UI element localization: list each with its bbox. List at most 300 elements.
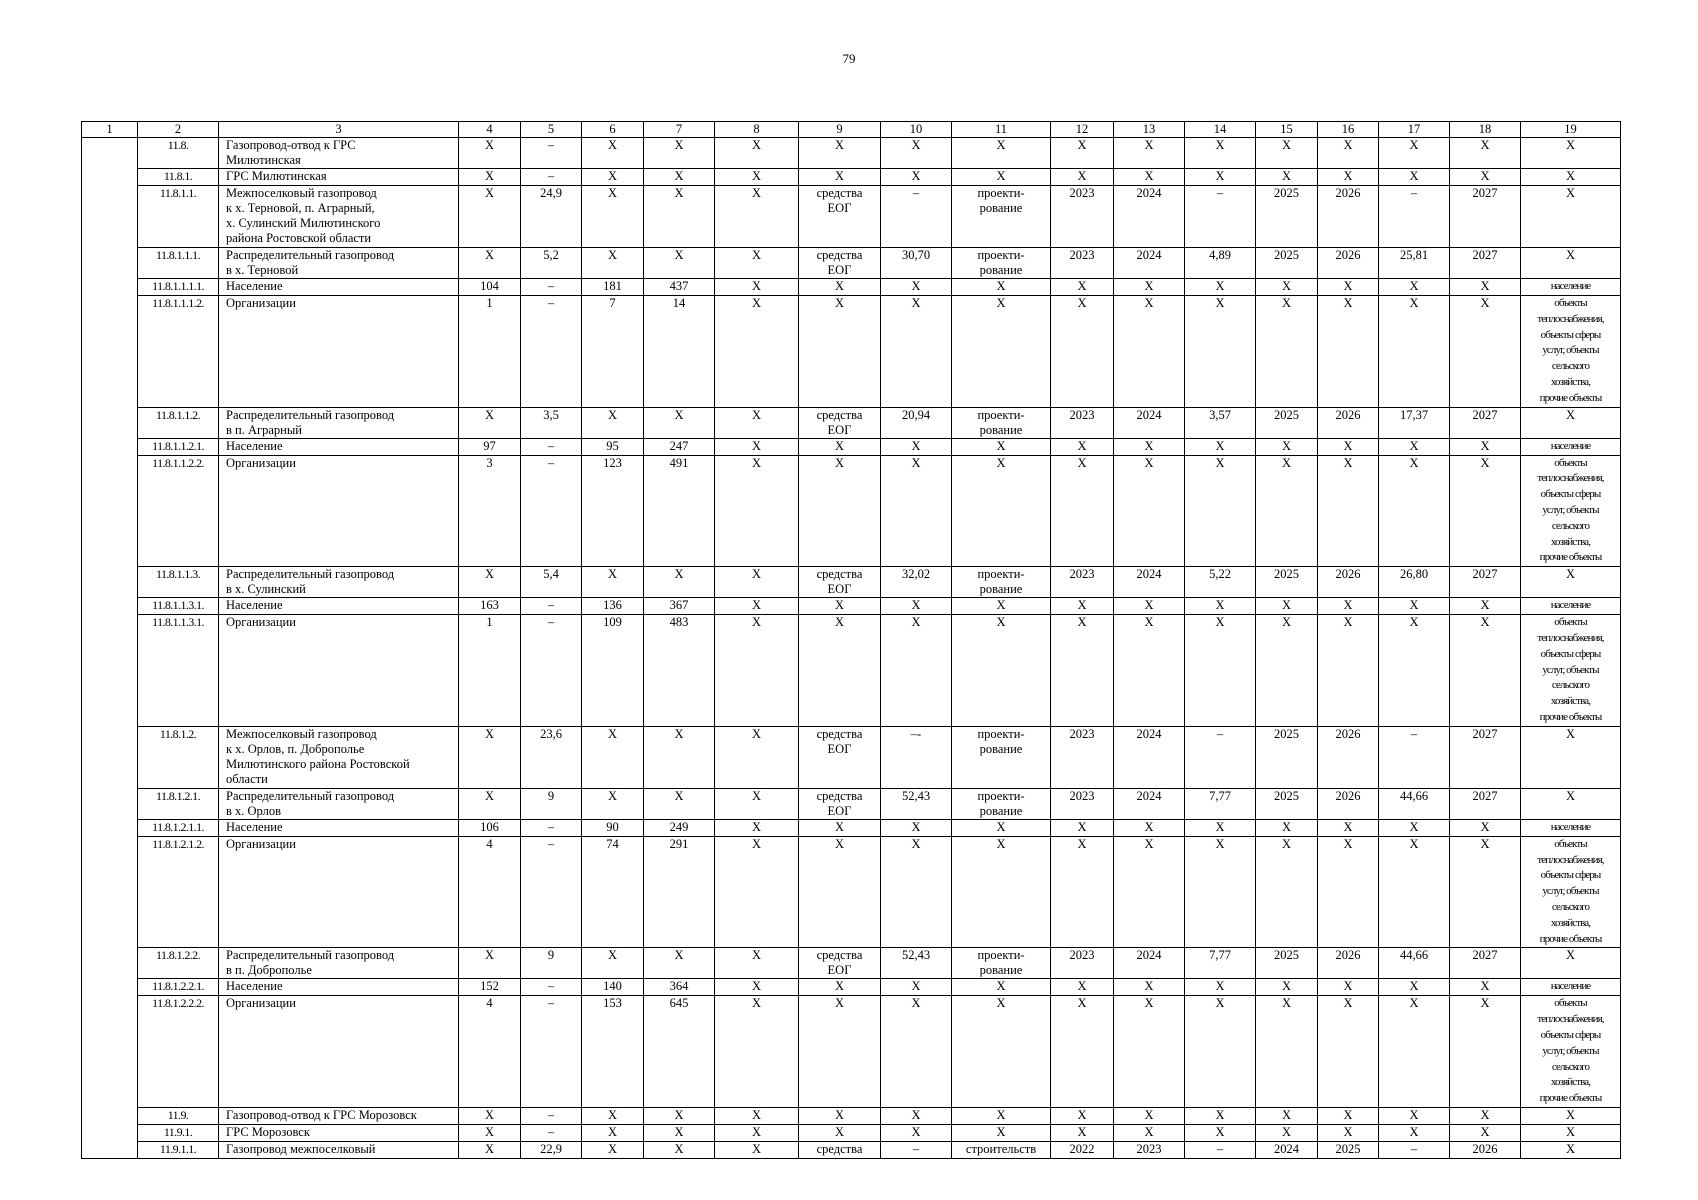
cell-col-18	[1450, 138, 1521, 169]
cell-col-6	[582, 726, 644, 788]
cell-col-15	[1256, 138, 1318, 169]
cell-text: X	[996, 438, 1006, 453]
cell-text: X	[484, 138, 495, 152]
cell-text: X	[1480, 1107, 1490, 1122]
cell-col-8	[715, 819, 799, 836]
cell-col-7	[644, 296, 715, 408]
cell-text: 2023	[1069, 407, 1095, 422]
row-name-cell	[219, 567, 459, 598]
column-number-11: 11	[952, 122, 1051, 138]
cell-col-11	[952, 438, 1051, 455]
cell-text: X	[484, 948, 495, 963]
cell-text: X	[751, 279, 762, 293]
column-number-8: 8	[715, 122, 799, 138]
cell-text: –	[547, 438, 555, 453]
cell-text: 11.8.1.1.1.2.	[152, 296, 204, 310]
cell-text: 11.8.1.1.2.2.	[152, 455, 204, 470]
cell-col-18	[1450, 996, 1521, 1108]
cell-text: 2027	[1472, 567, 1498, 582]
cell-col-15	[1256, 1107, 1318, 1124]
cell-text: X	[1144, 438, 1154, 453]
cell-col-11	[952, 948, 1051, 979]
cell-text: X	[751, 186, 762, 200]
row-name-cell	[219, 788, 459, 819]
cell-text: X	[834, 296, 845, 310]
cell-col-13	[1114, 248, 1185, 279]
cell-text: X	[1144, 615, 1154, 630]
cell-col-13	[1114, 279, 1185, 296]
cell-text: X	[1480, 296, 1490, 310]
cell-text: 2025	[1274, 948, 1299, 963]
cell-text: Население	[226, 979, 283, 994]
cell-text: объекты теплоснабжения, объекты сферы услуг, объекты сельского хозяйства, прочие объекты	[1537, 297, 1604, 404]
cell-col-11	[952, 1107, 1051, 1124]
cell-col-18	[1450, 948, 1521, 979]
cell-col-6	[582, 598, 644, 615]
cell-col-17	[1379, 979, 1450, 996]
cell-text: X	[911, 455, 921, 470]
cell-col-12	[1051, 615, 1114, 727]
cell-text: X	[751, 455, 762, 470]
cell-text: –	[1216, 726, 1224, 741]
row-number-cell	[138, 615, 219, 727]
table-row	[82, 138, 1621, 169]
cell-text: 11.8.1.1.3.	[156, 567, 200, 582]
cell-text: 153	[603, 996, 622, 1011]
cell-col-9	[799, 407, 881, 438]
row-number-cell	[138, 1124, 219, 1141]
cell-text: X	[674, 248, 684, 262]
cell-col-19	[1521, 296, 1621, 408]
cell-col-16	[1318, 1124, 1379, 1141]
cell-col-6	[582, 169, 644, 186]
cell-col-4	[459, 1141, 521, 1158]
cell-col-10	[881, 438, 952, 455]
cell-col-9	[799, 979, 881, 996]
table-row	[82, 186, 1621, 248]
cell-col-10	[881, 948, 952, 979]
cell-text: X	[1077, 819, 1087, 834]
cell-col-15	[1256, 615, 1318, 727]
cell-text: X	[1281, 296, 1292, 310]
cell-text: –	[547, 455, 555, 470]
cell-text: 52,43	[901, 788, 931, 803]
table-body	[82, 122, 1621, 1159]
column-number-6: 6	[582, 122, 644, 138]
cell-text: X	[1077, 836, 1087, 851]
cell-text: X	[1077, 296, 1087, 310]
cell-col-4	[459, 979, 521, 996]
cell-text: 11.8.1.2.1.2.	[152, 836, 204, 851]
cell-col-5	[521, 996, 582, 1108]
cell-text: 109	[603, 615, 622, 630]
cell-col-13	[1114, 979, 1185, 996]
cell-col-14	[1185, 1124, 1256, 1141]
cell-text: X	[996, 296, 1006, 310]
cell-col-9	[799, 455, 881, 567]
cell-text: 2026	[1335, 567, 1361, 582]
cell-col-12	[1051, 186, 1114, 248]
row-name-cell	[219, 615, 459, 727]
cell-col-10	[881, 138, 952, 169]
cell-col-18	[1450, 788, 1521, 819]
cell-col-11	[952, 615, 1051, 727]
cell-text: 11.8.1.1.3.1.	[152, 615, 204, 630]
cell-col-15	[1256, 1124, 1318, 1141]
cell-col-17	[1379, 279, 1450, 296]
cell-text: X	[1565, 248, 1576, 262]
cell-text: 106	[480, 819, 499, 834]
cell-text: 52,43	[901, 948, 931, 963]
cell-col-19	[1521, 455, 1621, 567]
cell-text: 9	[547, 788, 555, 803]
cell-text: X	[484, 186, 495, 200]
cell-text: Население	[226, 598, 283, 613]
cell-col-17	[1379, 186, 1450, 248]
cell-text: X	[834, 979, 845, 994]
cell-col-18	[1450, 1107, 1521, 1124]
cell-col-8	[715, 169, 799, 186]
cell-text: X	[674, 726, 684, 741]
cell-text: X	[484, 1107, 495, 1122]
cell-text: 2023	[1069, 726, 1095, 741]
cell-col-19	[1521, 1141, 1621, 1158]
cell-col-4	[459, 948, 521, 979]
cell-text: X	[751, 819, 762, 834]
cell-text: X	[1409, 455, 1419, 470]
cell-col-4	[459, 248, 521, 279]
cell-col-10	[881, 455, 952, 567]
cell-text: X	[1144, 979, 1154, 994]
column-number-10: 10	[881, 122, 952, 138]
cell-text: 44,66	[1399, 788, 1429, 803]
cell-col-19	[1521, 598, 1621, 615]
cell-col-17	[1379, 615, 1450, 727]
cell-text: X	[1077, 138, 1087, 152]
cell-text: X	[674, 1124, 684, 1139]
cell-text: 2025	[1335, 1141, 1361, 1156]
cell-text: X	[607, 407, 618, 422]
cell-col-18	[1450, 1141, 1521, 1158]
cell-col-4	[459, 819, 521, 836]
cell-text: X	[751, 598, 762, 613]
cell-text: –	[547, 836, 555, 851]
cell-col-4	[459, 455, 521, 567]
cell-col-7	[644, 138, 715, 169]
row-number-cell	[138, 1141, 219, 1158]
cell-text: X	[484, 407, 495, 422]
row-number-cell	[138, 279, 219, 296]
cell-text: 5,22	[1209, 567, 1231, 582]
cell-text: 11.9.1.1.	[159, 1141, 197, 1156]
cell-col-9	[799, 996, 881, 1108]
cell-col-18	[1450, 296, 1521, 408]
cell-text: 4,89	[1209, 248, 1231, 262]
cell-col-9	[799, 598, 881, 615]
cell-col-5	[521, 615, 582, 727]
cell-text: X	[1215, 296, 1225, 310]
cell-col-10	[881, 726, 952, 788]
cell-text: X	[1215, 598, 1225, 613]
cell-col-13	[1114, 836, 1185, 948]
cell-text: население	[1550, 599, 1591, 612]
cell-text: Межпоселковый газопровод к х. Орлов, п. Доброполье Милютинского района Ростовской области	[226, 726, 410, 786]
cell-text: X	[1215, 1107, 1225, 1122]
cell-col-5	[521, 138, 582, 169]
cell-text: X	[996, 996, 1006, 1011]
cell-col-16	[1318, 1141, 1379, 1158]
cell-text: X	[1565, 1141, 1576, 1156]
column-number-18: 18	[1450, 122, 1521, 138]
cell-col-13	[1114, 819, 1185, 836]
cell-text: 2026	[1335, 186, 1361, 200]
cell-col-5	[521, 979, 582, 996]
cell-text: 2026	[1335, 788, 1361, 803]
cell-col-11	[952, 996, 1051, 1108]
cell-text: проекти- рование	[977, 788, 1025, 818]
cell-col-13	[1114, 788, 1185, 819]
cell-col-11	[952, 567, 1051, 598]
cell-text: –	[1410, 1141, 1418, 1156]
cell-col-12	[1051, 455, 1114, 567]
cell-col-19	[1521, 138, 1621, 169]
cell-text: средства ЕОГ	[816, 948, 863, 978]
cell-col-12	[1051, 836, 1114, 948]
cell-col-18	[1450, 248, 1521, 279]
cell-col-13	[1114, 1141, 1185, 1158]
cell-col-12	[1051, 948, 1114, 979]
cell-col-7	[644, 455, 715, 567]
cell-text: 11.8.1.1.	[159, 186, 197, 200]
cell-text: X	[911, 836, 921, 851]
cell-col-14	[1185, 169, 1256, 186]
cell-col-13	[1114, 438, 1185, 455]
cell-col-16	[1318, 788, 1379, 819]
cell-col-7	[644, 248, 715, 279]
cell-col-14	[1185, 438, 1256, 455]
cell-col-6	[582, 248, 644, 279]
cell-col-15	[1256, 407, 1318, 438]
cell-text: –	[912, 186, 920, 200]
table-row	[82, 567, 1621, 598]
cell-col-7	[644, 836, 715, 948]
cell-text: X	[1144, 1124, 1154, 1139]
cell-col-18	[1450, 598, 1521, 615]
cell-text: X	[1077, 169, 1087, 183]
cell-text: X	[1281, 438, 1292, 453]
row-number-cell	[138, 169, 219, 186]
cell-col-11	[952, 248, 1051, 279]
cell-col-13	[1114, 186, 1185, 248]
cell-col-5	[521, 186, 582, 248]
cell-col-11	[952, 455, 1051, 567]
cell-text: 2027	[1472, 407, 1498, 422]
cell-col-13	[1114, 1107, 1185, 1124]
cell-text: 2024	[1136, 567, 1162, 582]
cell-text: X	[1565, 788, 1576, 803]
cell-text: X	[1281, 996, 1292, 1011]
table-row	[82, 979, 1621, 996]
cell-col-10	[881, 186, 952, 248]
cell-col-16	[1318, 296, 1379, 408]
cell-text: X	[1343, 169, 1353, 183]
table-row	[82, 996, 1621, 1108]
cell-text: X	[1480, 455, 1490, 470]
cell-text: –	[1410, 186, 1418, 200]
cell-col-13	[1114, 948, 1185, 979]
cell-col-8	[715, 567, 799, 598]
cell-text: X	[1144, 455, 1154, 470]
cell-text: X	[996, 819, 1006, 834]
cell-text: X	[674, 186, 684, 200]
cell-text: Организации	[226, 996, 296, 1011]
cell-col-18	[1450, 836, 1521, 948]
cell-col-5	[521, 598, 582, 615]
table-row	[82, 1141, 1621, 1158]
cell-text: X	[751, 169, 762, 183]
row-number-cell	[138, 836, 219, 948]
cell-col-11	[952, 296, 1051, 408]
cell-col-16	[1318, 438, 1379, 455]
cell-text: X	[751, 788, 762, 803]
cell-text: 367	[669, 598, 689, 613]
cell-col-11	[952, 1124, 1051, 1141]
cell-col-12	[1051, 1141, 1114, 1158]
cell-text: X	[1343, 455, 1353, 470]
cell-text: X	[834, 1124, 845, 1139]
cell-text: X	[484, 726, 495, 741]
cell-text: –	[547, 169, 555, 183]
cell-text: X	[607, 567, 618, 582]
cell-col-18	[1450, 438, 1521, 455]
cell-text: X	[1480, 836, 1490, 851]
column-number-12: 12	[1051, 122, 1114, 138]
cell-col-16	[1318, 407, 1379, 438]
cell-col-5	[521, 407, 582, 438]
cell-text: Организации	[226, 836, 296, 851]
row-name-cell	[219, 169, 459, 186]
cell-col-4	[459, 996, 521, 1108]
cell-col-7	[644, 948, 715, 979]
cell-col-7	[644, 788, 715, 819]
cell-text: X	[607, 169, 618, 183]
cell-text: X	[911, 296, 921, 310]
cell-text: X	[1565, 567, 1576, 582]
cell-col-15	[1256, 996, 1318, 1108]
cell-col-15	[1256, 948, 1318, 979]
cell-text: X	[834, 1107, 845, 1122]
cell-text: –	[547, 979, 555, 994]
cell-text: 2023	[1069, 186, 1095, 200]
cell-text: 291	[669, 836, 689, 851]
cell-text: 44,66	[1399, 948, 1429, 963]
table-row	[82, 296, 1621, 408]
cell-col-10	[881, 567, 952, 598]
cell-col-7	[644, 279, 715, 296]
table-row	[82, 438, 1621, 455]
cell-text: X	[607, 1107, 618, 1122]
column-number-9: 9	[799, 122, 881, 138]
cell-text: население	[1550, 280, 1591, 292]
cell-text: средства ЕОГ	[816, 248, 863, 277]
cell-text: X	[607, 1124, 618, 1139]
cell-col-14	[1185, 996, 1256, 1108]
cell-col-12	[1051, 979, 1114, 996]
cell-text: X	[996, 1107, 1006, 1122]
cell-text: 249	[669, 819, 689, 834]
cell-col-16	[1318, 615, 1379, 727]
cell-text: Распределительный газопровод в п. Аграрный	[226, 407, 395, 437]
row-name-cell	[219, 979, 459, 996]
cell-text: проекти- рование	[977, 948, 1025, 978]
cell-col-19	[1521, 186, 1621, 248]
cell-col-10	[881, 279, 952, 296]
cell-col-13	[1114, 138, 1185, 169]
cell-text: объекты теплоснабжения, объекты сферы услуг, объекты сельского хозяйства, прочие объекты	[1537, 456, 1604, 564]
cell-col-5	[521, 438, 582, 455]
cell-text: 2026	[1472, 1141, 1498, 1156]
column-number-19: 19	[1521, 122, 1621, 138]
cell-col-5	[521, 1107, 582, 1124]
cell-text: 140	[603, 979, 622, 994]
row-number-cell	[138, 996, 219, 1108]
cell-col-11	[952, 169, 1051, 186]
cell-col-9	[799, 279, 881, 296]
cell-col-19	[1521, 407, 1621, 438]
cell-col-6	[582, 186, 644, 248]
cell-col-12	[1051, 138, 1114, 169]
cell-col-14	[1185, 726, 1256, 788]
cell-text: X	[1409, 138, 1419, 152]
cell-text: 32,02	[901, 567, 931, 582]
cell-col-9	[799, 819, 881, 836]
cell-text: X	[1480, 138, 1490, 152]
cell-text: 14	[672, 296, 686, 310]
cell-col-13	[1114, 407, 1185, 438]
cell-text: X	[996, 979, 1006, 994]
cell-text: 123	[603, 455, 622, 470]
cell-text: X	[751, 296, 762, 310]
table-row	[82, 1107, 1621, 1124]
cell-col-8	[715, 788, 799, 819]
cell-text: X	[751, 138, 762, 152]
cell-text: X	[911, 1107, 921, 1122]
cell-text: проекти- рование	[977, 567, 1025, 597]
cell-text: X	[1480, 169, 1490, 183]
cell-text: 2023	[1069, 788, 1095, 803]
cell-col-8	[715, 726, 799, 788]
cell-text: X	[834, 615, 845, 630]
cell-text: Население	[226, 438, 283, 453]
cell-col-4	[459, 788, 521, 819]
cell-text: 9	[547, 948, 555, 963]
cell-text: X	[1144, 819, 1154, 834]
cell-text: X	[1281, 169, 1292, 183]
cell-col-4	[459, 407, 521, 438]
cell-col-14	[1185, 979, 1256, 996]
row-name-cell	[219, 186, 459, 248]
cell-col-6	[582, 296, 644, 408]
cell-col-9	[799, 186, 881, 248]
cell-col-5	[521, 819, 582, 836]
cell-text: X	[1565, 948, 1576, 963]
cell-col-9	[799, 726, 881, 788]
cell-col-11	[952, 726, 1051, 788]
cell-col-9	[799, 169, 881, 186]
cell-text: 2027	[1472, 726, 1498, 741]
cell-text: X	[1409, 979, 1419, 994]
cell-col-5	[521, 169, 582, 186]
